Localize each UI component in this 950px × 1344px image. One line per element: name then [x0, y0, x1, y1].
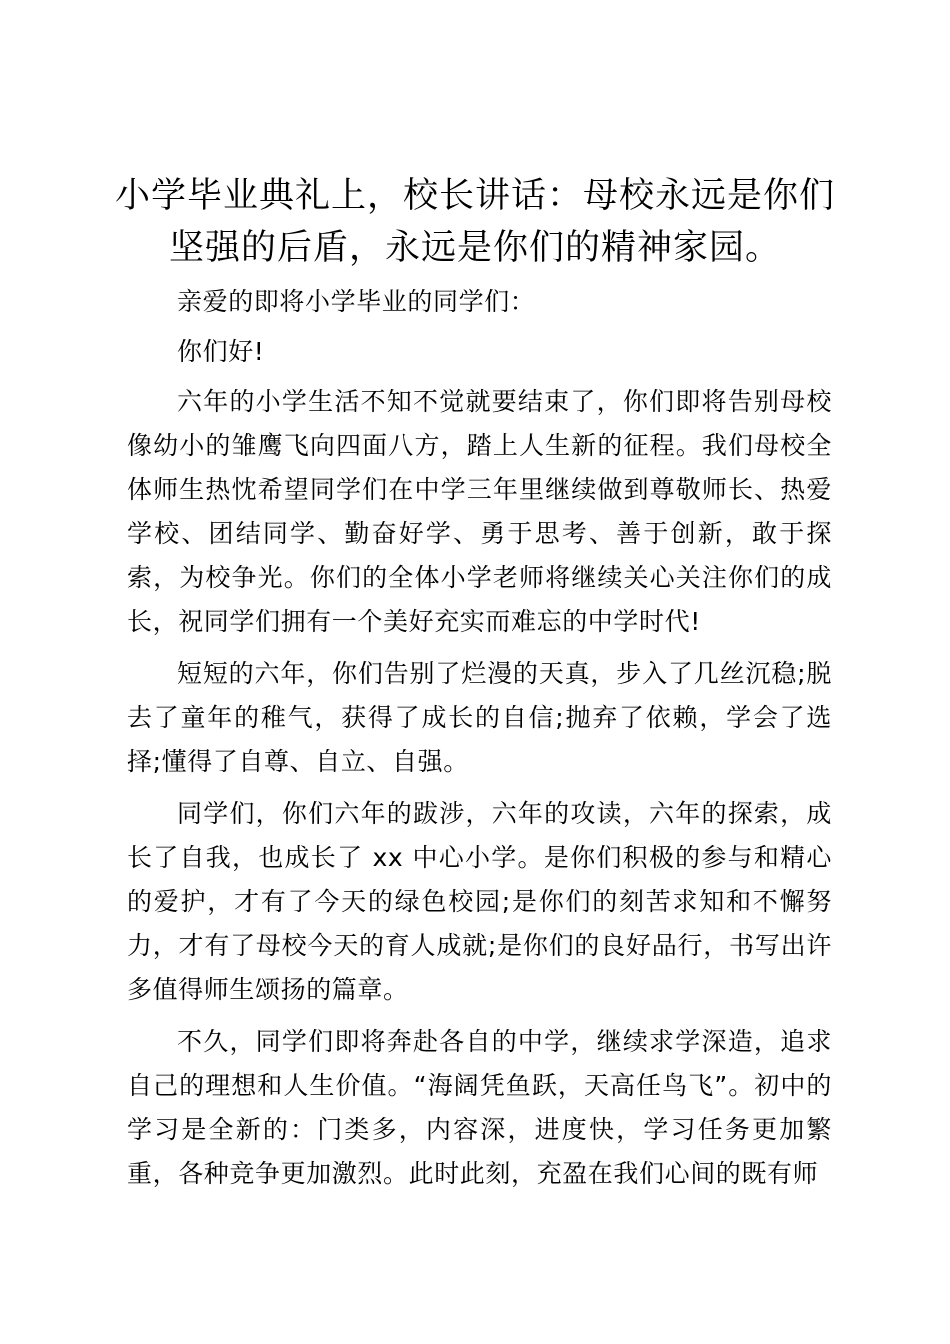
salutation: 亲爱的即将小学毕业的同学们：: [177, 287, 536, 316]
document-title: [115, 170, 835, 274]
greeting: 你们好!: [177, 337, 265, 366]
title-line-2: 坚强的后盾，永远是你们的精神家园。: [168, 228, 781, 268]
body-paragraph: 不久，同学们即将奔赴各自的中学，继续求学深造，追求自己的理想和人生价值。“海阔凭鱼跃，天高任鸟飞”。初中的学习是全新的：门类多，内容深，进度快，学习任务更加繁重，各种竞争更加激烈。此时此刻，充盈在我们心间的既有师: [127, 1027, 832, 1188]
body-paragraph: 六年的小学生活不知不觉就要结束了，你们即将告别母校像幼小的雏鹰飞向四面八方，踏上人生新的征程。我们母校全体师生热忱希望同学们在中学三年里继续做到尊敬师长、热爱学校、团结同学、勤奋好学、勇于思考、善于创新，敢于探索，为校争光。你们的全体小学老师将继续关心关注你们的成长，祝同学们拥有一个美好充实而难忘的中学时代!: [127, 387, 832, 636]
body-paragraph: 短短的六年，你们告别了烂漫的天真，步入了几丝沉稳;脱去了童年的稚气，获得了成长的自信;抛弃了依赖，学会了选择;懂得了自尊、自立、自强。: [127, 659, 832, 776]
title-line-1: 小学毕业典礼上，校长讲话：母校永远是你们: [115, 176, 836, 216]
body-paragraph: 同学们，你们六年的跋涉，六年的攻读，六年的探索，成长了自我，也成长了 xx 中心小学。是你们积极的参与和精心的爱护，才有了今天的绿色校园;是你们的刻苦求知和不懈努力，才有了母校今天的育人成就;是你们的良好品行，书写出许多值得师生颂扬的篇章。: [127, 799, 832, 1004]
document-body: [127, 280, 832, 1196]
